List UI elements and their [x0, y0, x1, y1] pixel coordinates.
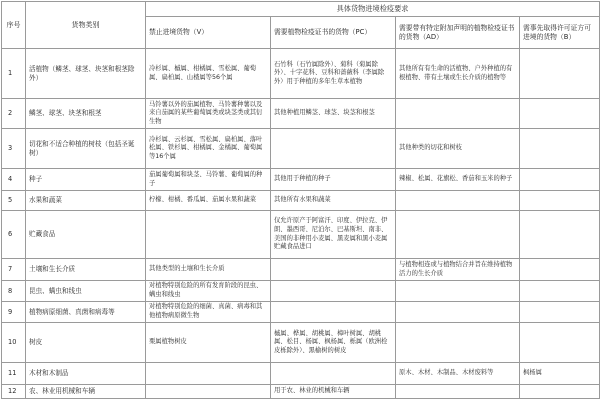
- row-no: 11: [2, 363, 26, 385]
- cell-ad: 其他所有有生命的活植物、户外种植的有根植物、带有土壤或生长介质的植物等: [396, 49, 520, 99]
- cell-pc: [271, 281, 396, 302]
- cell-ad: [396, 211, 520, 259]
- cell-v: 对植物特别危险的细菌、真菌、病毒和其他植物病原微生物: [146, 302, 271, 323]
- header-col-b: 需事先取得许可证方可进境的货物（B）: [520, 17, 600, 49]
- row-no: 4: [2, 169, 26, 191]
- cell-pc: [271, 129, 396, 169]
- header-col-pc: 需要植物检疫证书的货物（PC）: [271, 17, 396, 49]
- row-no: 6: [2, 211, 26, 259]
- row-no: 12: [2, 385, 26, 399]
- row-category: 水果和蔬菜: [26, 191, 146, 211]
- cell-b: [520, 302, 600, 323]
- header-row-top: [2, 2, 600, 17]
- row-category: 农、林业用机械和车辆: [26, 385, 146, 399]
- cell-b: [520, 99, 600, 129]
- table-row: [2, 99, 600, 129]
- table-row: [2, 363, 600, 385]
- cell-b: [520, 211, 600, 259]
- cell-b: [520, 49, 600, 99]
- header-group: 具体货物进境检疫要求: [146, 2, 600, 17]
- row-category: 昆虫、螨虫和线虫: [26, 281, 146, 302]
- cell-pc: 用于农、林业的机械和车辆: [271, 385, 396, 399]
- row-category: 植物病原细菌、真菌和病毒等: [26, 302, 146, 323]
- header-category: 货物类别: [26, 2, 146, 49]
- cell-pc: 石竹科（石竹属除外）、菊科（菊属除外）、十字花科、豆科和蔷薇科（李属除外）用于种植的多年生草本植物: [271, 49, 396, 99]
- row-category: 鳞茎、球茎、块茎和根茎: [26, 99, 146, 129]
- cell-ad: 与植物相连或与植物结合并旨在维持植物活力的生长介质: [396, 259, 520, 281]
- cell-v: 对植物特别危险的所有发育阶段的昆虫、螨虫和线虫: [146, 281, 271, 302]
- cell-ad: [396, 385, 520, 399]
- table-row: [2, 169, 600, 191]
- row-no: 1: [2, 49, 26, 99]
- cell-b: [520, 281, 600, 302]
- cell-b: [520, 385, 600, 399]
- cell-ad: [396, 302, 520, 323]
- table-row: [2, 323, 600, 363]
- cell-v: [146, 211, 271, 259]
- row-category: 树皮: [26, 323, 146, 363]
- cell-ad: 辣椒、松属、花旗松、香茄和玉米的种子: [396, 169, 520, 191]
- cell-v: [146, 385, 271, 399]
- row-no: 7: [2, 259, 26, 281]
- table-row: [2, 129, 600, 169]
- table-row: [2, 191, 600, 211]
- cell-v: 冷杉属、槭属、柑橘属、雪松属、葡萄属、扁柏属、山楂属等56个属: [146, 49, 271, 99]
- cell-v: 冷杉属、云杉属、雪松属、扁柏属、落叶松属、铁杉属、柑橘属、金橘属、葡萄属等16个属: [146, 129, 271, 169]
- row-category: 木材和木制品: [26, 363, 146, 385]
- cell-b: 枫杨属: [520, 363, 600, 385]
- row-no: 2: [2, 99, 26, 129]
- row-no: 5: [2, 191, 26, 211]
- row-category: 贮藏食品: [26, 211, 146, 259]
- cell-v: [146, 363, 271, 385]
- cell-ad: [396, 281, 520, 302]
- quarantine-table: [1, 1, 600, 399]
- cell-pc: 槭属、桦属、胡桃属、樟叶树属、胡桃属、松目、杨属、枫杨属、栎属（欧洲栓皮栎除外）、黑榆树的树皮: [271, 323, 396, 363]
- cell-ad: [396, 191, 520, 211]
- cell-b: [520, 259, 600, 281]
- cell-pc: 其他种植用鳞茎、球茎、块茎和根茎: [271, 99, 396, 129]
- table-row: [2, 211, 600, 259]
- cell-v: 茄属葡萄属和块茎、马铃薯、葡萄属的种子: [146, 169, 271, 191]
- cell-pc: 其他所有水果和蔬菜: [271, 191, 396, 211]
- cell-b: [520, 169, 600, 191]
- cell-pc: 仅允许原产于阿富汗、印度、伊拉克、伊朗、墨西哥、尼泊尔、巴基斯坦、南非、美国的非种用小麦属、黑麦属和黑小麦属贮藏食品进口: [271, 211, 396, 259]
- header-col-v: 禁止进境货物（V）: [146, 17, 271, 49]
- cell-ad: 原木、木材、木制品、木材废料等: [396, 363, 520, 385]
- table-row: [2, 281, 600, 302]
- table-row: [2, 259, 600, 281]
- cell-b: [520, 191, 600, 211]
- row-no: 9: [2, 302, 26, 323]
- table-row: [2, 302, 600, 323]
- cell-pc: [271, 259, 396, 281]
- cell-v: 栗属植物树皮: [146, 323, 271, 363]
- row-no: 3: [2, 129, 26, 169]
- row-category: 土壤和生长介质: [26, 259, 146, 281]
- cell-b: [520, 323, 600, 363]
- cell-v: 柠檬、柑橘、番瓜属、茄属水果和蔬菜: [146, 191, 271, 211]
- row-no: 10: [2, 323, 26, 363]
- cell-pc: 其他用于种植的种子: [271, 169, 396, 191]
- cell-ad: 其他种类的切花和树枝: [396, 129, 520, 169]
- header-seq: 序号: [2, 2, 26, 49]
- row-category: 种子: [26, 169, 146, 191]
- table-row: [2, 49, 600, 99]
- cell-v: 马铃薯以外的茄属植物、马铃薯种薯以及来自茄属的某些葡萄属类或块茎类或其衍生物: [146, 99, 271, 129]
- cell-b: [520, 129, 600, 169]
- cell-pc: [271, 363, 396, 385]
- header-col-ad: 需要带有特定附加声明的植物检疫证书的货物（AD）: [396, 17, 520, 49]
- row-category: 切花和不适合种植的树枝（包括圣诞树）: [26, 129, 146, 169]
- table-row: [2, 385, 600, 399]
- row-no: 8: [2, 281, 26, 302]
- cell-v: 其他类型的土壤和生长介质: [146, 259, 271, 281]
- cell-pc: [271, 302, 396, 323]
- row-category: 活植物（鳞茎、球茎、块茎和根茎除外）: [26, 49, 146, 99]
- cell-ad: [396, 99, 520, 129]
- cell-ad: [396, 323, 520, 363]
